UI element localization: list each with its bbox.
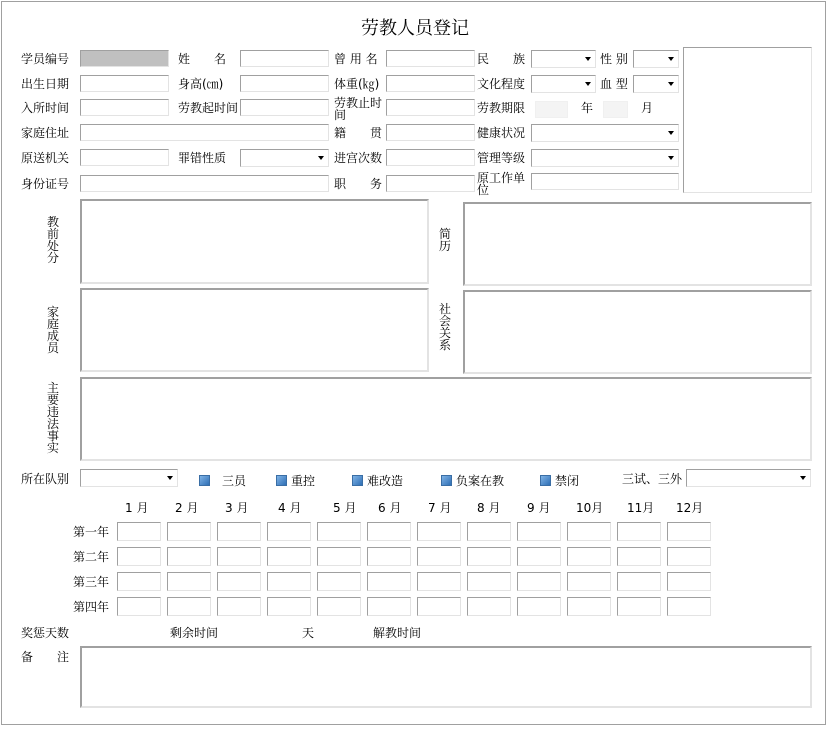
- social-relations-label: 社会关系: [438, 302, 451, 352]
- term-years-field[interactable]: [535, 101, 568, 118]
- checkbox-icon: [352, 475, 363, 486]
- chevron-down-icon: [585, 57, 591, 61]
- month-header: 8 月: [477, 501, 501, 515]
- year-unit-label: 年: [581, 101, 594, 115]
- id-number-label: 身份证号: [21, 177, 70, 191]
- month-cell[interactable]: [317, 572, 361, 591]
- year-row-label: 第二年: [73, 550, 110, 564]
- trial-label: 三试、三外: [622, 472, 683, 486]
- resume-label: 简历: [438, 227, 451, 253]
- month-cell[interactable]: [167, 547, 211, 566]
- month-cell[interactable]: [217, 572, 261, 591]
- home-address-label: 家庭住址: [21, 126, 70, 140]
- main-facts-label: 主要违法事实: [46, 381, 59, 455]
- month-cell[interactable]: [267, 522, 311, 541]
- year-row-label: 第一年: [73, 525, 110, 539]
- home-address-field[interactable]: [80, 124, 329, 141]
- month-cell[interactable]: [117, 572, 161, 591]
- prior-punishment-memo[interactable]: [80, 199, 429, 284]
- checkbox-fuanzaijiao[interactable]: 负案在教: [441, 474, 504, 488]
- health-label: 健康状况: [477, 126, 526, 140]
- remarks-label: 备 注: [21, 650, 70, 664]
- month-cell[interactable]: [417, 597, 461, 616]
- release-time-label: 解教时间: [373, 626, 422, 640]
- month-header: 3 月: [225, 501, 249, 515]
- month-cell[interactable]: [117, 547, 161, 566]
- month-cell[interactable]: [417, 522, 461, 541]
- month-cell[interactable]: [167, 522, 211, 541]
- occupation-label: 职 务: [334, 177, 383, 191]
- blood-type-label: 血 型: [600, 77, 628, 91]
- resume-memo[interactable]: [463, 202, 812, 286]
- month-cell[interactable]: [367, 547, 411, 566]
- checkbox-icon: [441, 475, 452, 486]
- month-cell[interactable]: [117, 597, 161, 616]
- crime-type-select[interactable]: [240, 149, 329, 167]
- month-cell[interactable]: [317, 547, 361, 566]
- weight-field[interactable]: [386, 75, 475, 92]
- month-cell[interactable]: [517, 597, 561, 616]
- crime-type-label: 罪错性质: [178, 151, 227, 165]
- prior-punishment-label: 教前处分: [46, 215, 59, 265]
- month-cell[interactable]: [667, 597, 711, 616]
- month-cell[interactable]: [117, 522, 161, 541]
- chevron-down-icon: [668, 131, 674, 135]
- chevron-down-icon: [585, 82, 591, 86]
- social-relations-memo[interactable]: [463, 290, 812, 374]
- former-workplace-field[interactable]: [531, 173, 679, 190]
- entry-time-label: 入所时间: [21, 101, 70, 115]
- weight-label: 体重(㎏): [334, 77, 380, 91]
- month-header: 5 月: [333, 501, 357, 515]
- chevron-down-icon: [318, 156, 324, 160]
- month-cell[interactable]: [667, 522, 711, 541]
- checkbox-zhongkong[interactable]: 重控: [276, 474, 315, 488]
- term-months-field[interactable]: [603, 101, 628, 118]
- entries-count-label: 进宫次数: [334, 151, 383, 165]
- reward-days-label: 奖惩天数: [21, 626, 70, 640]
- team-select[interactable]: [80, 469, 178, 487]
- month-cell[interactable]: [617, 597, 661, 616]
- mgmt-level-select[interactable]: [531, 149, 679, 167]
- month-header: 2 月: [175, 501, 199, 515]
- month-cell[interactable]: [667, 547, 711, 566]
- days-unit-label: 天: [302, 626, 315, 640]
- team-label: 所在队别: [21, 472, 70, 486]
- term-start-field[interactable]: [240, 99, 329, 116]
- month-cell[interactable]: [467, 547, 511, 566]
- month-cell[interactable]: [167, 597, 211, 616]
- alias-field[interactable]: [386, 50, 475, 67]
- month-header: 10月: [576, 501, 604, 515]
- term-start-label: 劳教起时间: [178, 101, 239, 115]
- month-cell[interactable]: [217, 522, 261, 541]
- year-row-label: 第三年: [73, 575, 110, 589]
- main-facts-memo[interactable]: [80, 377, 812, 461]
- photo-box[interactable]: [683, 47, 812, 193]
- month-cell[interactable]: [317, 597, 361, 616]
- term-length-label: 劳教期限: [477, 101, 526, 115]
- remarks-memo[interactable]: [80, 646, 812, 708]
- month-cell[interactable]: [667, 572, 711, 591]
- month-cell[interactable]: [267, 572, 311, 591]
- month-cell[interactable]: [367, 597, 411, 616]
- birth-date-label: 出生日期: [21, 77, 70, 91]
- sending-org-label: 原送机关: [21, 151, 70, 165]
- form-title: 劳教人员登记: [361, 18, 469, 39]
- month-cell[interactable]: [517, 572, 561, 591]
- month-header: 4 月: [278, 501, 302, 515]
- term-end-field[interactable]: [386, 99, 475, 116]
- blood-type-select[interactable]: [633, 75, 679, 93]
- family-members-memo[interactable]: [80, 288, 429, 372]
- entries-count-field[interactable]: [386, 149, 475, 166]
- health-select[interactable]: [531, 124, 679, 142]
- ethnicity-label: 民 族: [477, 52, 526, 66]
- month-cell[interactable]: [417, 572, 461, 591]
- student-id-field[interactable]: [80, 50, 169, 67]
- month-cell[interactable]: [367, 572, 411, 591]
- month-cell[interactable]: [417, 547, 461, 566]
- education-label: 文化程度: [477, 77, 526, 91]
- checkbox-sanyuan[interactable]: 三员: [199, 474, 246, 488]
- name-field[interactable]: [240, 50, 329, 67]
- occupation-field[interactable]: [386, 175, 475, 192]
- sending-org-field[interactable]: [80, 149, 169, 166]
- checkbox-icon: [276, 475, 287, 486]
- month-cell[interactable]: [467, 572, 511, 591]
- month-cell[interactable]: [167, 572, 211, 591]
- month-header: 1 月: [125, 501, 149, 515]
- height-field[interactable]: [240, 75, 329, 92]
- ethnicity-select[interactable]: [531, 50, 596, 68]
- checkbox-jinbi[interactable]: 禁闭: [540, 474, 579, 488]
- education-select[interactable]: [531, 75, 596, 93]
- entry-time-field[interactable]: [80, 99, 169, 116]
- chevron-down-icon: [668, 156, 674, 160]
- chevron-down-icon: [668, 82, 674, 86]
- month-header: 7 月: [428, 501, 452, 515]
- month-cell[interactable]: [617, 572, 661, 591]
- birth-date-field[interactable]: [80, 75, 169, 92]
- student-id-label: 学员编号: [21, 52, 70, 66]
- gender-select[interactable]: [633, 50, 679, 68]
- month-cell[interactable]: [367, 522, 411, 541]
- chevron-down-icon: [167, 476, 173, 480]
- month-cell[interactable]: [517, 522, 561, 541]
- month-header: 9 月: [527, 501, 551, 515]
- alias-label: 曾 用 名: [334, 52, 378, 66]
- month-cell[interactable]: [267, 547, 311, 566]
- month-cell[interactable]: [567, 572, 611, 591]
- month-header: 11月: [627, 501, 655, 515]
- month-cell[interactable]: [467, 597, 511, 616]
- checkbox-icon: [199, 475, 210, 486]
- mgmt-level-label: 管理等级: [477, 151, 526, 165]
- checkbox-nangaizao[interactable]: 难改造: [352, 474, 403, 488]
- remaining-time-label: 剩余时间: [170, 626, 219, 640]
- month-cell[interactable]: [517, 547, 561, 566]
- month-cell[interactable]: [567, 597, 611, 616]
- month-cell[interactable]: [267, 597, 311, 616]
- month-cell[interactable]: [567, 547, 611, 566]
- chevron-down-icon: [668, 57, 674, 61]
- id-number-field[interactable]: [80, 175, 329, 192]
- native-place-field[interactable]: [386, 124, 475, 141]
- height-label: 身高(㎝): [178, 77, 224, 91]
- checkbox-icon: [540, 475, 551, 486]
- month-cell[interactable]: [217, 597, 261, 616]
- native-place-label: 籍 贯: [334, 126, 383, 140]
- month-header: 12月: [676, 501, 704, 515]
- month-cell[interactable]: [467, 522, 511, 541]
- former-workplace-label: 原工作单位: [477, 171, 526, 197]
- trial-select[interactable]: [686, 469, 811, 487]
- month-cell[interactable]: [217, 547, 261, 566]
- month-unit-label: 月: [641, 101, 654, 115]
- month-cell[interactable]: [317, 522, 361, 541]
- month-cell[interactable]: [617, 547, 661, 566]
- month-cell[interactable]: [617, 522, 661, 541]
- month-cell[interactable]: [567, 522, 611, 541]
- gender-label: 性 别: [600, 52, 628, 66]
- month-header: 6 月: [378, 501, 402, 515]
- name-label: 姓 名: [178, 52, 227, 66]
- year-row-label: 第四年: [73, 600, 110, 614]
- family-members-label: 家庭成员: [46, 305, 59, 355]
- chevron-down-icon: [800, 476, 806, 480]
- term-end-label: 劳教止时间: [334, 96, 383, 122]
